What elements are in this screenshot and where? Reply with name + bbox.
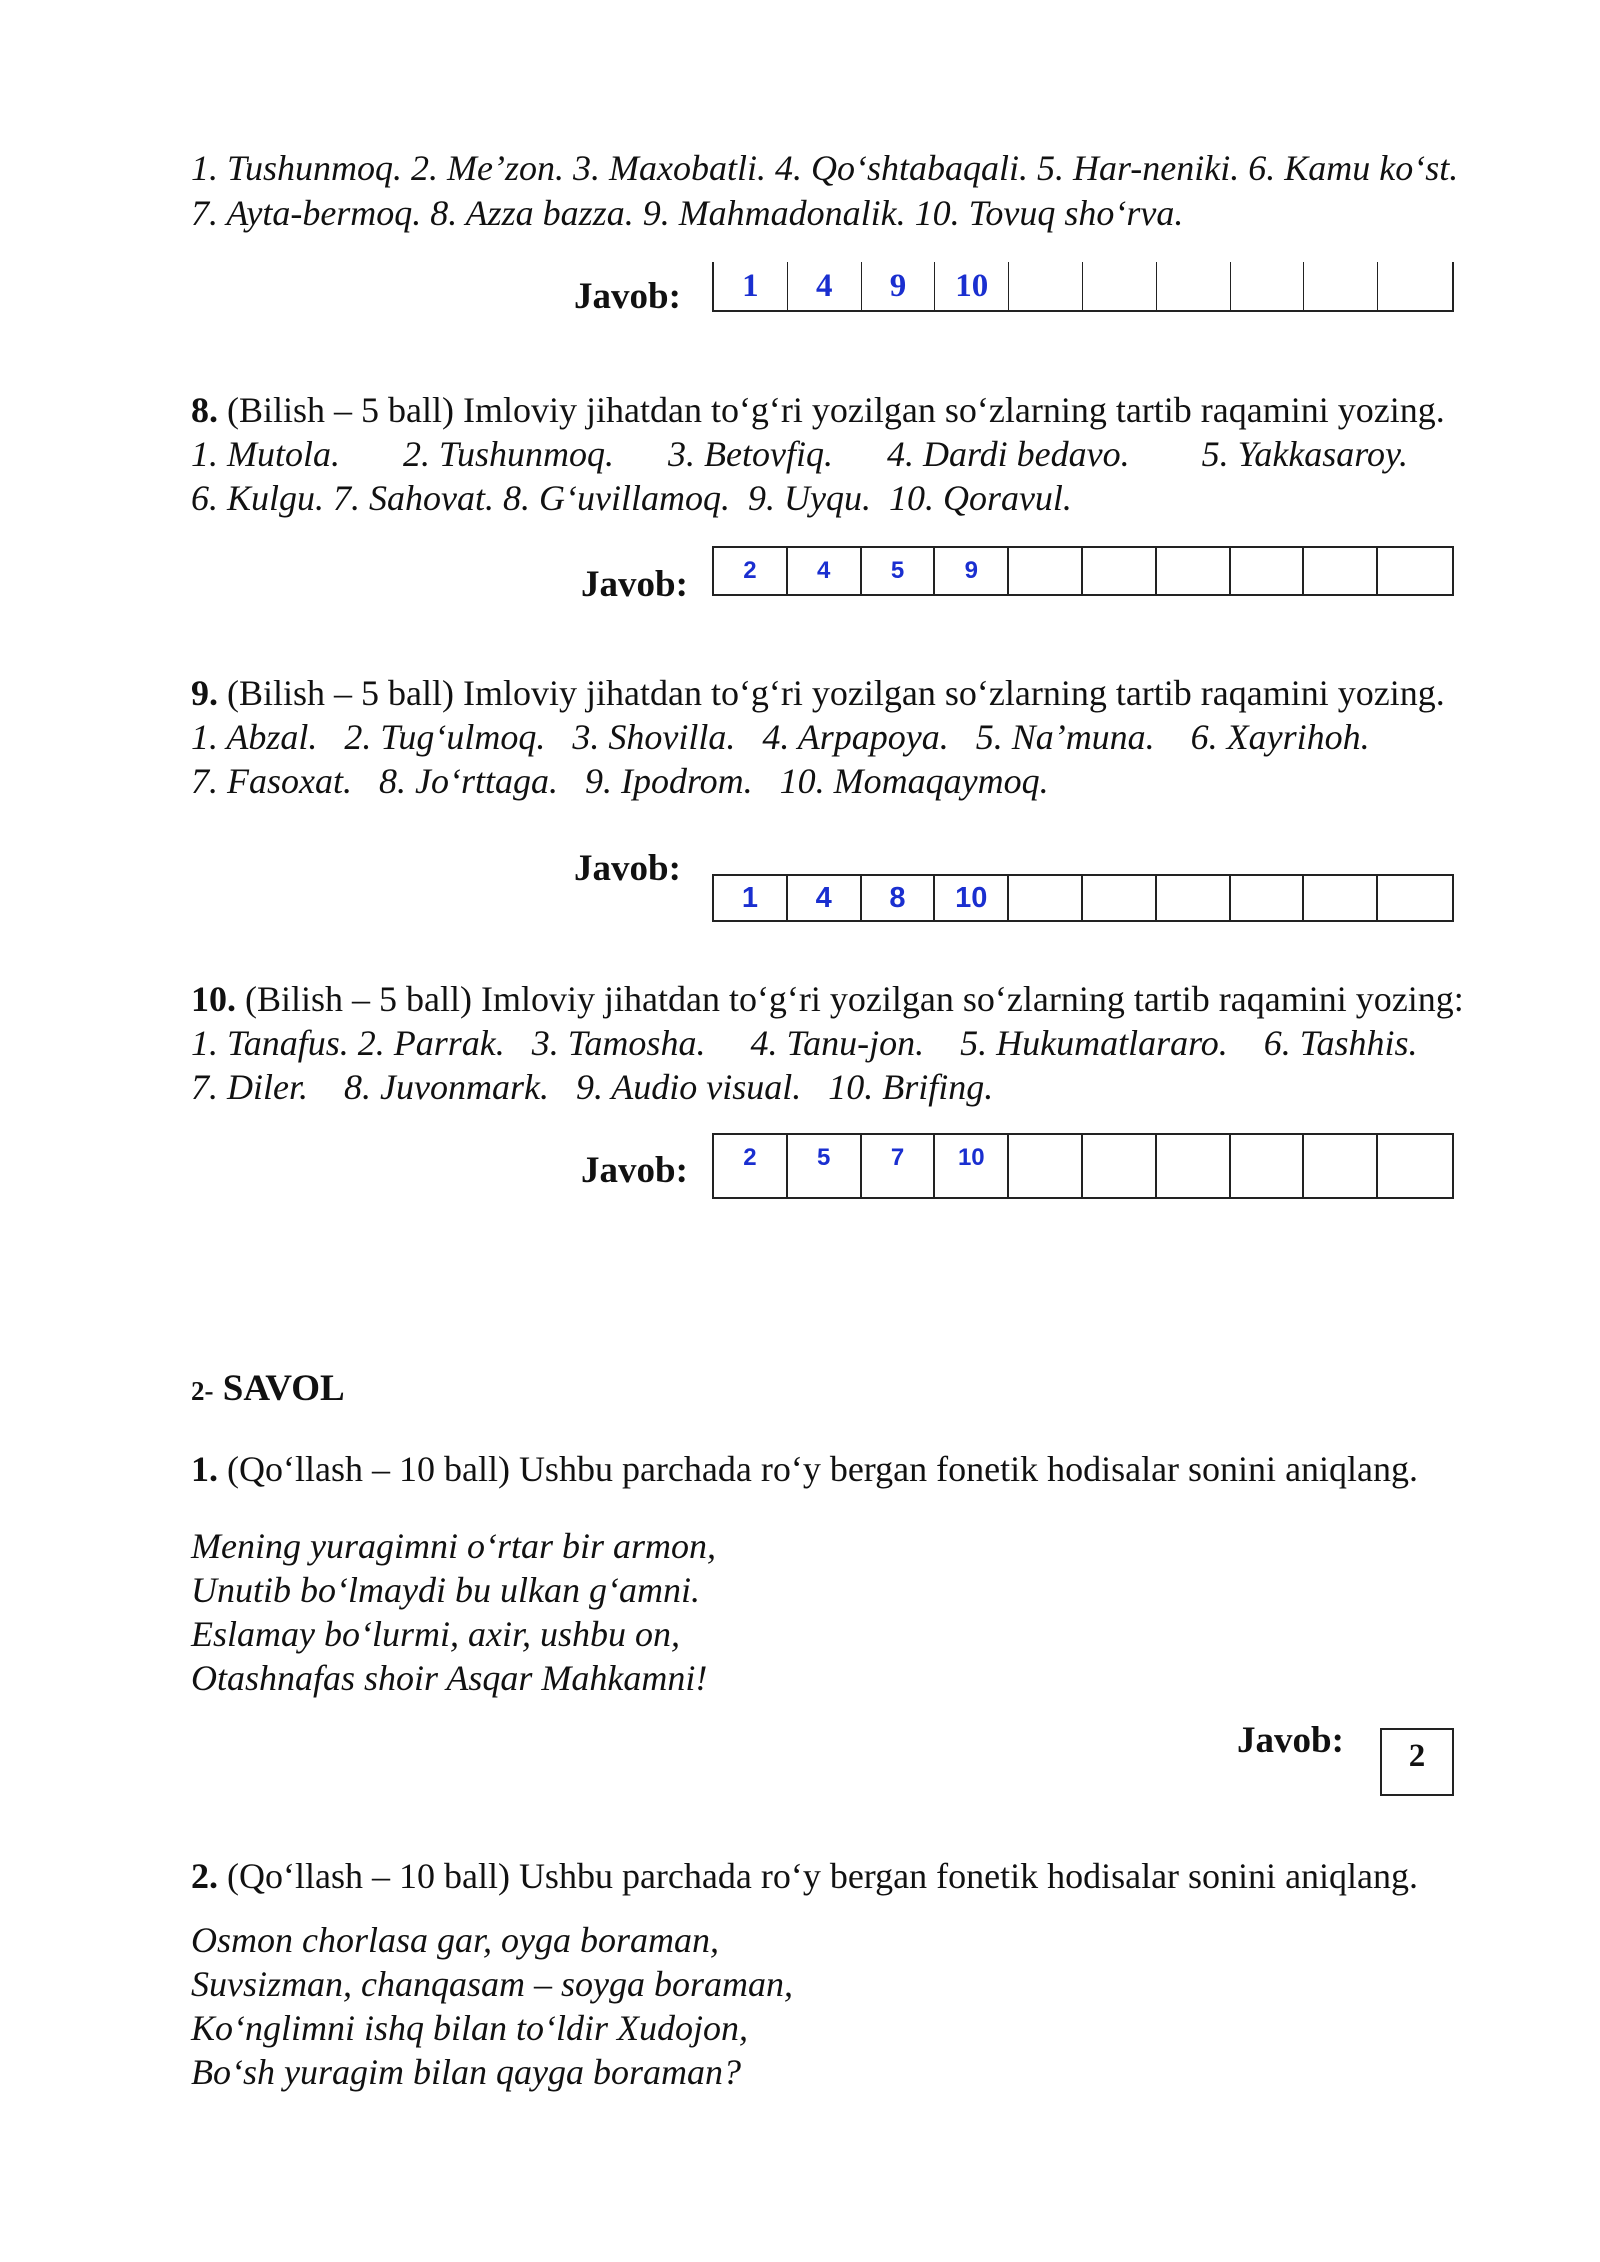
answer-cell[interactable] [1157, 876, 1231, 920]
answer-cell[interactable]: 9 [935, 548, 1009, 594]
q10-options-line-2: 7. Diler. 8. Juvonmark. 9. Audio visual. 10. Brifing. [191, 1067, 994, 1107]
q10-answer-label: Javob: [581, 1150, 688, 1191]
answer-cell[interactable]: 9 [862, 262, 936, 310]
q7-answer-label: Javob: [574, 276, 681, 317]
s2-q2-poem-line: Ko‘nglimni ishq bilan to‘ldir Xudojon, [191, 2008, 749, 2048]
s2-q2-number: 2. [191, 1856, 218, 1896]
section-2-heading [191, 1370, 345, 1407]
answer-cell[interactable] [1378, 1135, 1452, 1197]
q8-prompt [191, 392, 1445, 428]
q9-answer-grid[interactable] [712, 874, 1454, 922]
q8-options-line-1: 1. Mutola. 2. Tushunmoq. 3. Betovfiq. 4. Dardi bedavo. 5. Yakkasaroy. [191, 434, 1408, 474]
answer-cell[interactable] [1304, 548, 1378, 594]
answer-cell[interactable] [1009, 262, 1083, 310]
answer-cell[interactable] [1231, 1135, 1305, 1197]
s2-q1-prompt [191, 1451, 1418, 1487]
answer-cell[interactable]: 1 [714, 262, 788, 310]
q10-prompt-text: (Bilish – 5 ball) Imloviy jihatdan to‘g‘ri yozilgan so‘zlarning tartib raqamini yozing: [236, 979, 1464, 1019]
s2-q1-poem-line: Unutib bo‘lmaydi bu ulkan g‘amni. [191, 1570, 700, 1610]
answer-cell[interactable] [1378, 262, 1452, 310]
section-2-title: SAVOL [213, 1368, 345, 1409]
s2-q2-poem-line: Suvsizman, chanqasam – soyga boraman, [191, 1964, 793, 2004]
s2-q1-poem-line: Mening yuragimni o‘rtar bir armon, [191, 1526, 716, 1566]
answer-cell[interactable]: 10 [935, 262, 1009, 310]
q9-prompt-text: (Bilish – 5 ball) Imloviy jihatdan to‘g‘ri yozilgan so‘zlarning tartib raqamini yozing. [218, 673, 1445, 713]
q10-options-line-1: 1. Tanafus. 2. Parrak. 3. Tamosha. 4. Tanu-jon. 5. Hukumatlararo. 6. Tashhis. [191, 1023, 1418, 1063]
answer-cell[interactable] [1083, 548, 1157, 594]
q8-prompt-text: (Bilish – 5 ball) Imloviy jihatdan to‘g‘ri yozilgan so‘zlarning tartib raqamini yozing. [218, 390, 1445, 430]
s2-q1-answer-label: Javob: [1237, 1720, 1344, 1761]
answer-cell[interactable] [1378, 548, 1452, 594]
answer-cell[interactable] [1378, 876, 1452, 920]
answer-cell[interactable]: 4 [788, 548, 862, 594]
q7-options-line-1: 1. Tushunmoq. 2. Me’zon. 3. Maxobatli. 4. Qo‘shtabaqali. 5. Har-neniki. 6. Kamu ko‘st. [191, 148, 1459, 188]
answer-cell[interactable] [1231, 262, 1305, 310]
section-2-prefix: 2- [191, 1376, 214, 1406]
answer-cell[interactable]: 1 [714, 876, 788, 920]
answer-cell[interactable]: 4 [788, 262, 862, 310]
answer-cell[interactable] [1304, 1135, 1378, 1197]
s2-q2-prompt [191, 1858, 1418, 1894]
answer-cell[interactable] [1009, 876, 1083, 920]
q8-answer-grid[interactable] [712, 546, 1454, 596]
answer-cell[interactable] [1304, 876, 1378, 920]
answer-cell[interactable] [1009, 548, 1083, 594]
answer-cell[interactable]: 5 [788, 1135, 862, 1197]
answer-cell[interactable]: 8 [862, 876, 936, 920]
q9-number: 9. [191, 673, 218, 713]
q8-options-line-2: 6. Kulgu. 7. Sahovat. 8. G‘uvillamoq. 9. Uyqu. 10. Qoravul. [191, 478, 1072, 518]
answer-cell[interactable] [1083, 262, 1157, 310]
answer-cell[interactable]: 2 [714, 548, 788, 594]
q10-answer-grid[interactable] [712, 1133, 1454, 1199]
answer-cell[interactable] [1083, 1135, 1157, 1197]
q9-options-line-2: 7. Fasoxat. 8. Jo‘rttaga. 9. Ipodrom. 10. Momaqaymoq. [191, 761, 1049, 801]
q9-prompt [191, 675, 1445, 711]
q9-answer-label: Javob: [574, 848, 681, 889]
q9-options-line-1: 1. Abzal. 2. Tug‘ulmoq. 3. Shovilla. 4. Arpapoya. 5. Na’muna. 6. Xayrihoh. [191, 717, 1370, 757]
q10-number: 10. [191, 979, 236, 1019]
answer-cell[interactable] [1157, 262, 1231, 310]
s2-q1-poem-line: Otashnafas shoir Asqar Mahkamni! [191, 1658, 708, 1698]
answer-cell[interactable] [1083, 876, 1157, 920]
s2-q1-number: 1. [191, 1449, 218, 1489]
q8-number: 8. [191, 390, 218, 430]
answer-cell[interactable] [1231, 548, 1305, 594]
answer-cell[interactable]: 2 [714, 1135, 788, 1197]
answer-cell[interactable]: 7 [862, 1135, 936, 1197]
answer-cell[interactable] [1009, 1135, 1083, 1197]
s2-q1-poem-line: Eslamay bo‘lurmi, axir, ushbu on, [191, 1614, 680, 1654]
q8-answer-label: Javob: [581, 564, 688, 605]
answer-cell[interactable]: 4 [788, 876, 862, 920]
answer-cell[interactable] [1231, 876, 1305, 920]
s2-q2-prompt-text: (Qo‘llash – 10 ball) Ushbu parchada ro‘y bergan fonetik hodisalar sonini aniqlang. [218, 1856, 1419, 1896]
answer-cell[interactable] [1157, 548, 1231, 594]
answer-cell[interactable] [1304, 262, 1378, 310]
q7-answer-grid[interactable] [712, 262, 1454, 312]
s2-q2-poem-line: Bo‘sh yuragim bilan qayga boraman? [191, 2052, 741, 2092]
s2-q1-answer-box[interactable]: 2 [1380, 1728, 1454, 1796]
answer-cell[interactable]: 10 [935, 1135, 1009, 1197]
q7-options-line-2: 7. Ayta-bermoq. 8. Azza bazza. 9. Mahmadonalik. 10. Tovuq sho‘rva. [191, 193, 1184, 233]
s2-q2-poem-line: Osmon chorlasa gar, oyga boraman, [191, 1920, 720, 1960]
answer-cell[interactable]: 10 [935, 876, 1009, 920]
answer-cell[interactable] [1157, 1135, 1231, 1197]
q10-prompt [191, 981, 1464, 1017]
answer-cell[interactable]: 5 [862, 548, 936, 594]
s2-q1-prompt-text: (Qo‘llash – 10 ball) Ushbu parchada ro‘y bergan fonetik hodisalar sonini aniqlang. [218, 1449, 1419, 1489]
